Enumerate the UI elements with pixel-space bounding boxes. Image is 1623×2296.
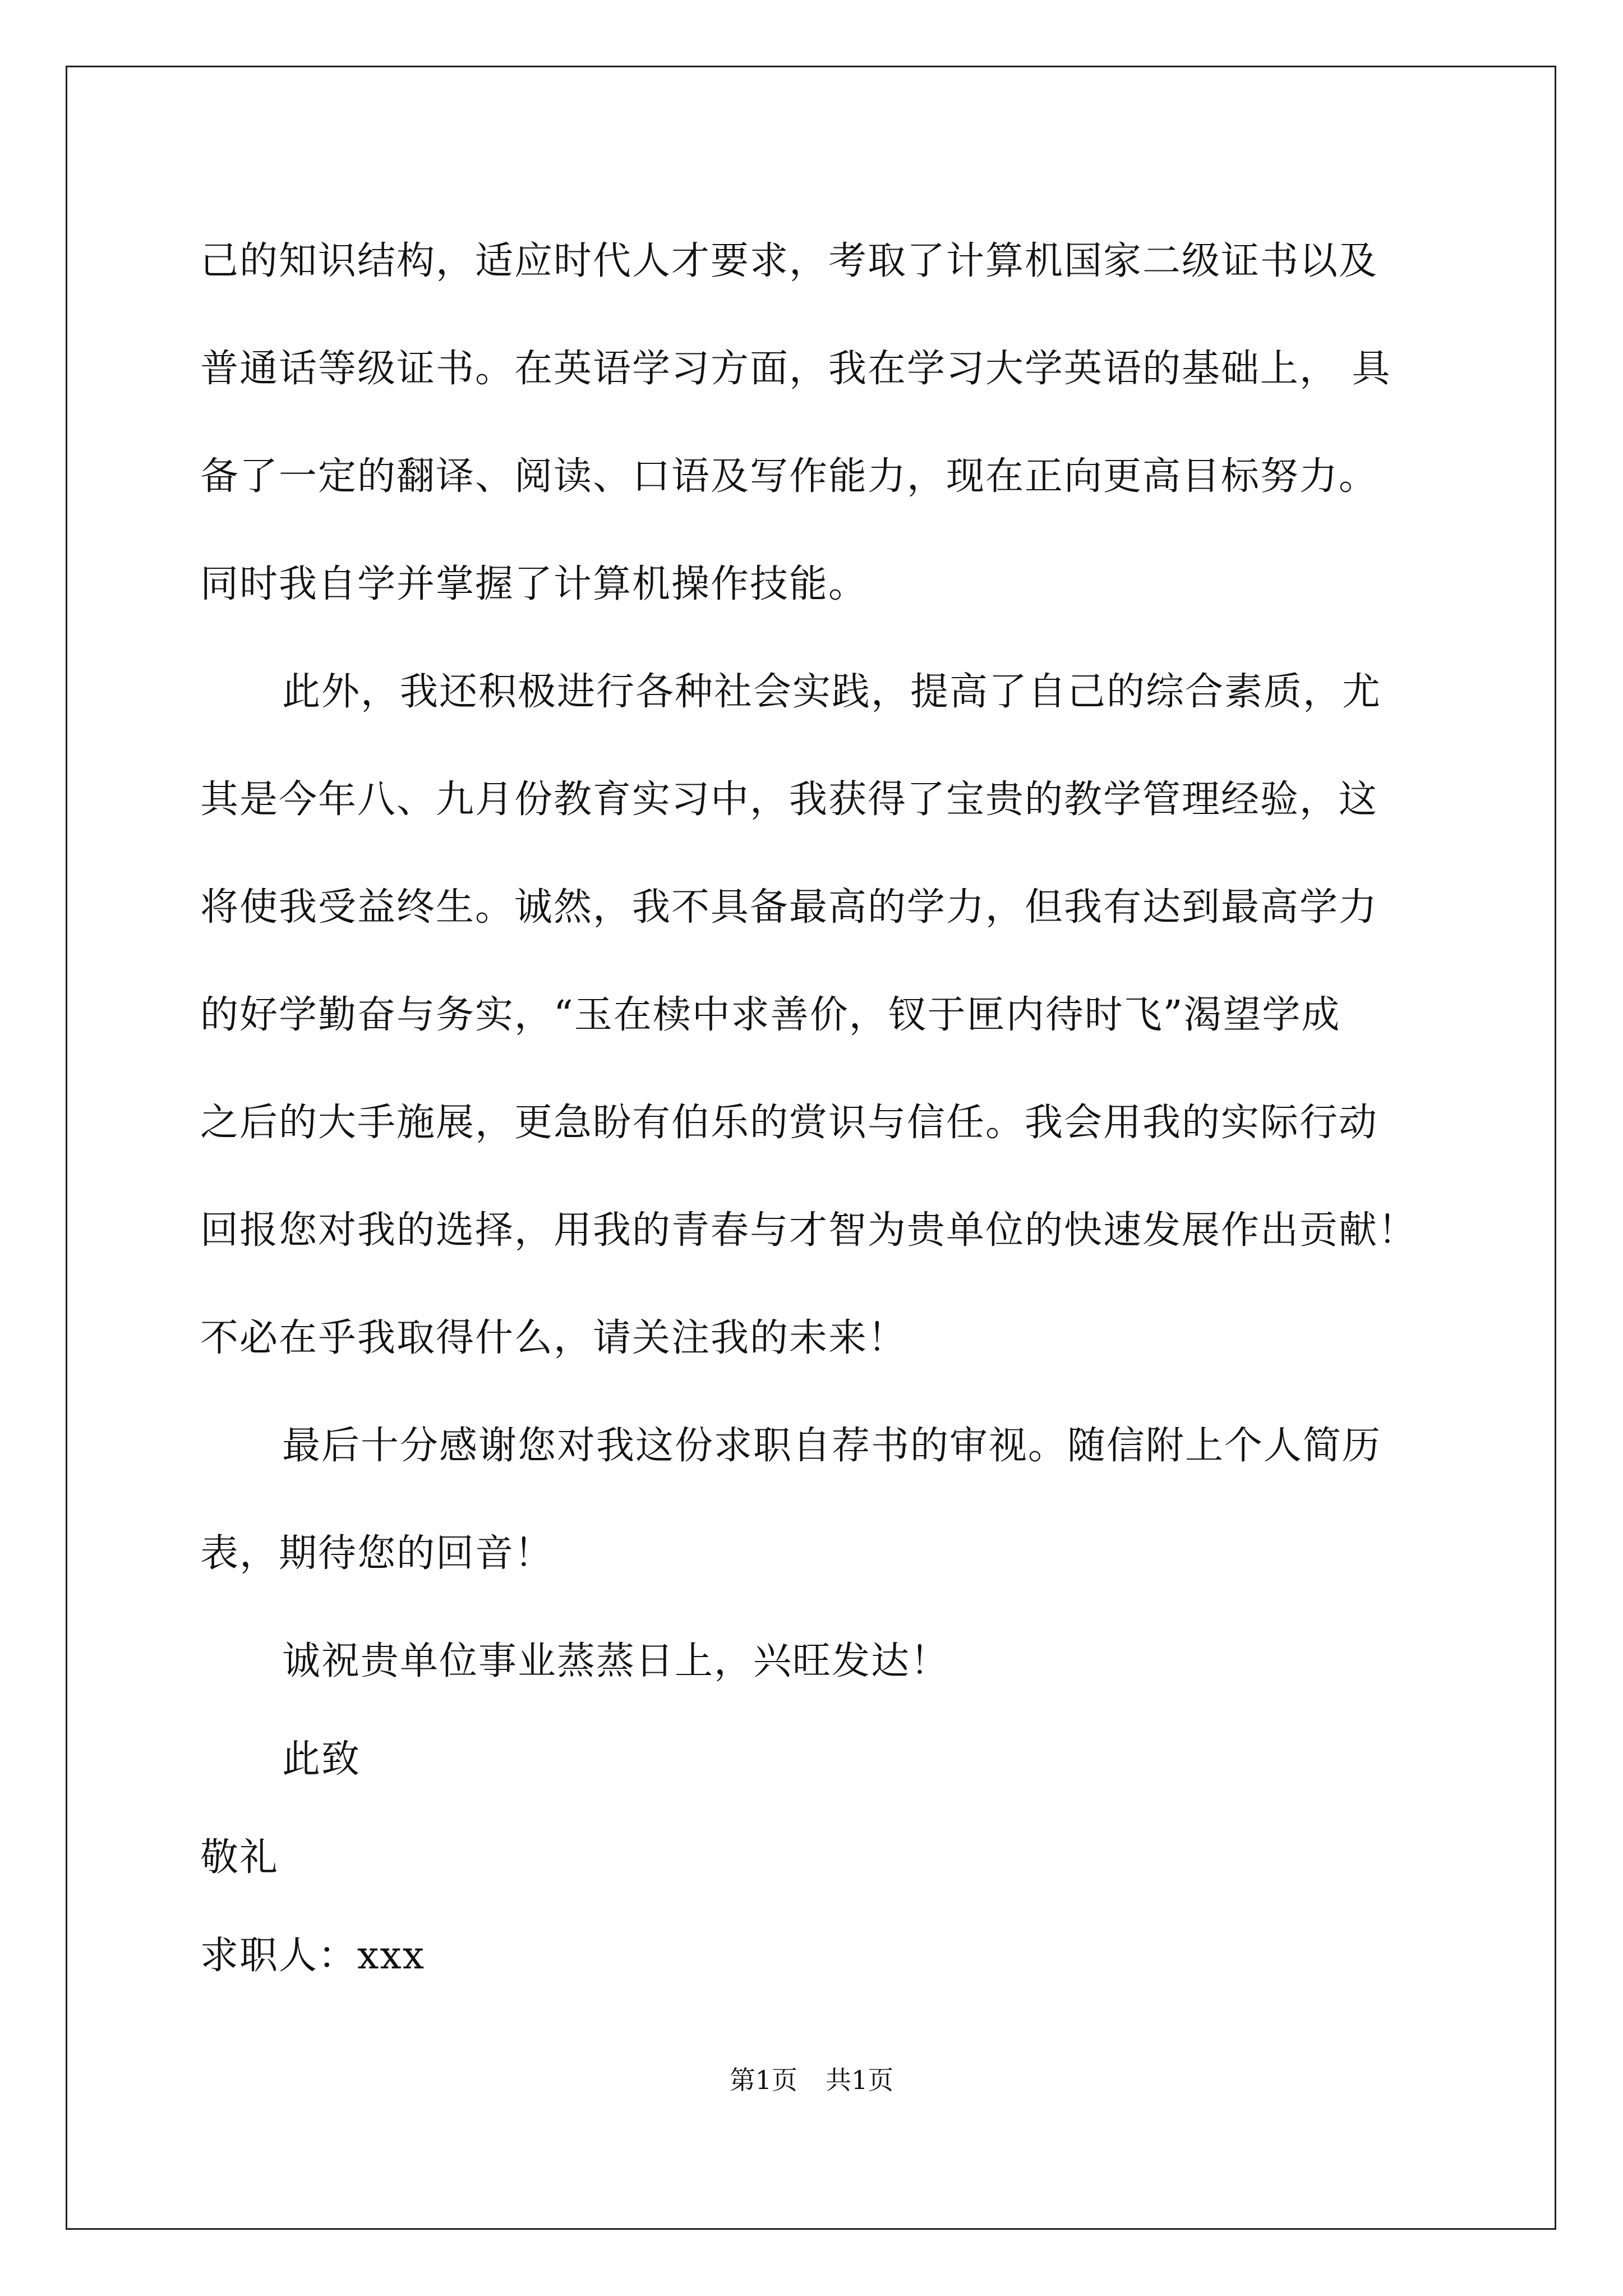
letter-body [200, 208, 1423, 2000]
page-total: 共1页 [826, 2065, 894, 2095]
salutation-cizhi: 此致 [282, 1737, 361, 1782]
text-line: 回报您对我的选择，用我的青春与才智为贵单位的快速发展作出贡献！ [200, 1208, 1418, 1253]
paragraph-2 [200, 638, 1423, 1392]
text-line: 最后十分感谢您对我这份求职自荐书的审视。随信附上个人简历 [282, 1424, 1382, 1468]
closing-wish: 诚祝贵单位事业蒸蒸日上，兴旺发达！ [282, 1639, 950, 1683]
text-line: 将使我受益终生。诚然，我不具备最高的学力，但我有达到最高学力 [200, 885, 1378, 930]
text-line: 的好学勤奋与务实，“玉在椟中求善价，钗于匣内待时飞”渴望学成 [200, 993, 1341, 1037]
text-line: 备了一定的翻译、阅读、口语及写作能力，现在正向更高目标努力。 [200, 454, 1378, 499]
salutation-jingli: 敬礼 [200, 1835, 279, 1880]
text-line: 同时我自学并掌握了计算机操作技能。 [200, 562, 868, 606]
text-line: 普通话等级证书。在英语学习方面，我在学习大学英语的基础上， 具 [200, 347, 1391, 391]
signature: 求职人：xxx [200, 1934, 426, 1978]
text-line: 表，期待您的回音！ [200, 1531, 554, 1576]
text-line: 己的知识结构，适应时代人才要求，考取了计算机国家二级证书以及 [200, 239, 1378, 283]
text-line: 此外，我还积极进行各种社会实践，提高了自己的综合素质，尤 [282, 670, 1382, 714]
paragraph-1 [200, 208, 1423, 638]
text-line: 之后的大手施展，更急盼有伯乐的赏识与信任。我会用我的实际行动 [200, 1101, 1378, 1145]
page-number: 第1页 [729, 2065, 797, 2095]
page-footer [0, 2060, 1623, 2097]
text-line: 不必在乎我取得什么，请关注我的未来！ [200, 1316, 907, 1360]
text-line: 其是今年八、九月份教育实习中，我获得了宝贵的教学管理经验，这 [200, 777, 1378, 822]
paragraph-3 [200, 1392, 1423, 1608]
